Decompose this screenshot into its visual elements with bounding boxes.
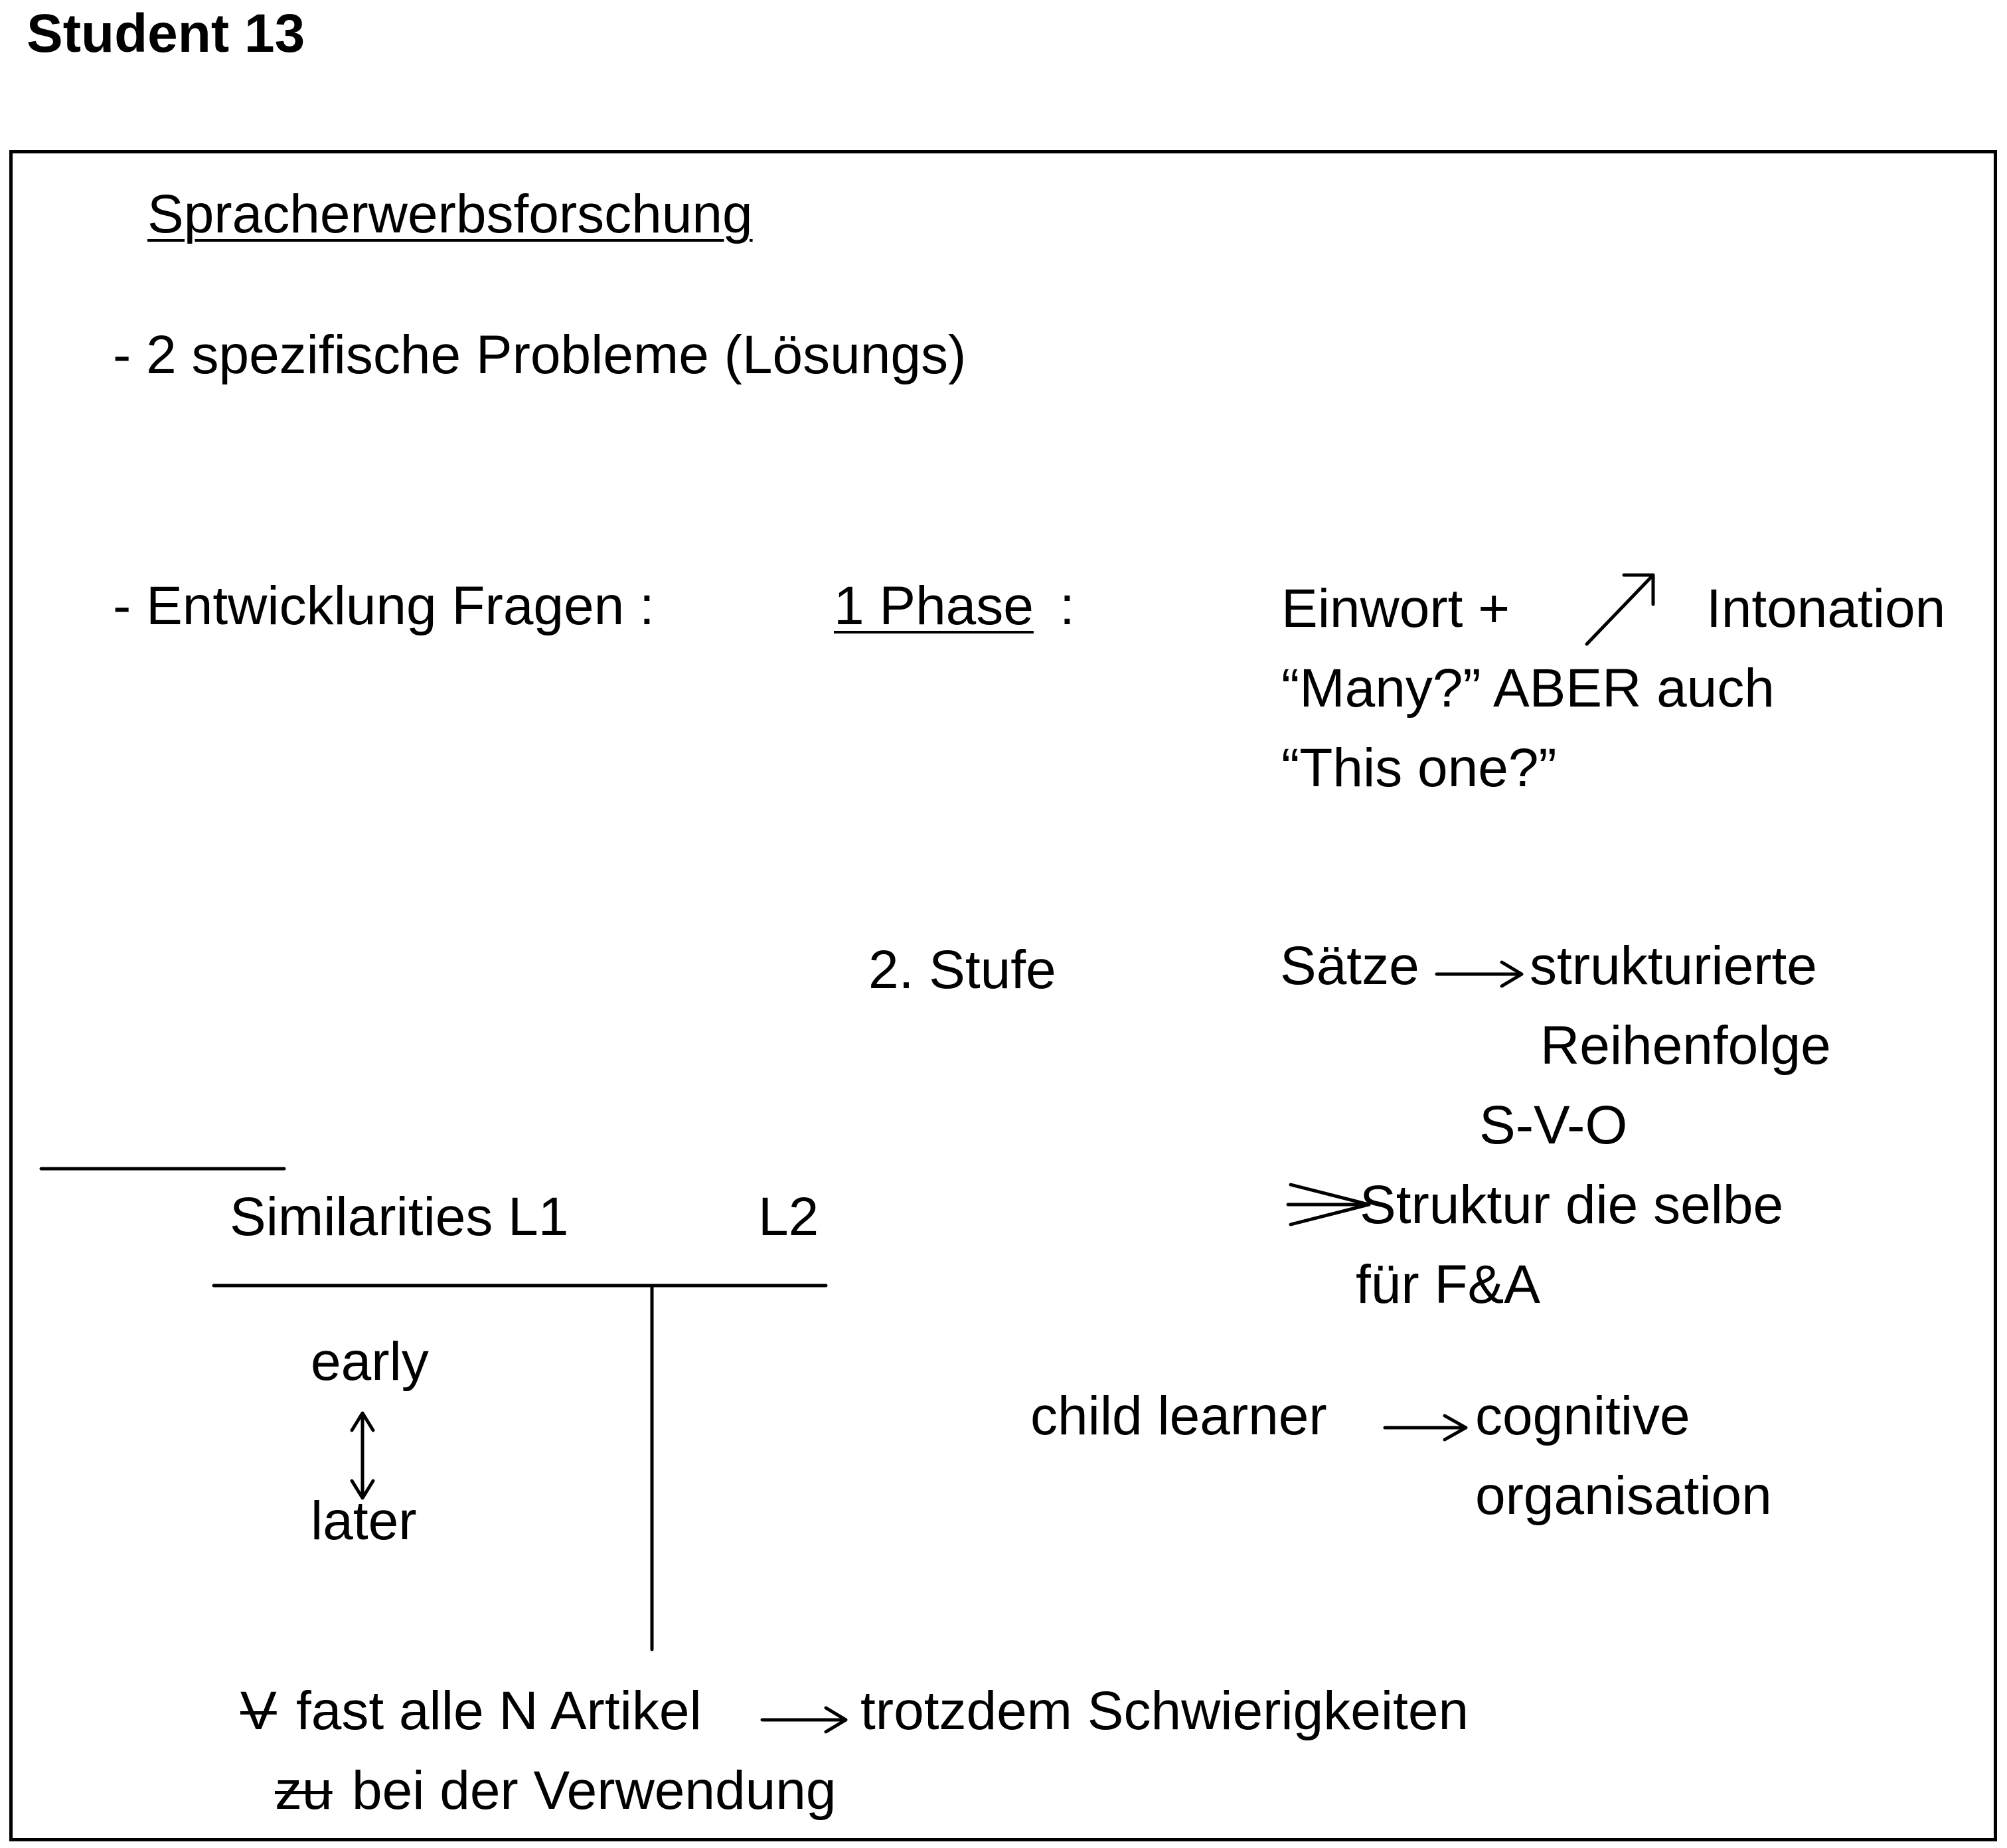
stage2-fa: für F&A bbox=[1356, 1254, 1540, 1315]
organisation: organisation bbox=[1475, 1466, 1772, 1526]
bottom-line2: bei der Verwendung bbox=[352, 1760, 837, 1821]
phase1-example-this-one: “This one?” bbox=[1281, 738, 1557, 798]
document-title: Student 13 bbox=[27, 3, 305, 64]
phase1-label: 1 Phase bbox=[834, 576, 1034, 636]
phase1-colon: : bbox=[1060, 576, 1075, 636]
phase1-intonation: Intonation bbox=[1706, 578, 1946, 639]
right-arrow-icon bbox=[762, 1708, 846, 1732]
stage2-saetze: Sätze bbox=[1280, 936, 1419, 996]
stage2-strukturierte: strukturierte bbox=[1530, 936, 1817, 996]
l2-header: L2 bbox=[758, 1187, 819, 1247]
stage2-svo: S-V-O bbox=[1479, 1095, 1628, 1155]
questions-development-label: - Entwicklung Fragen : bbox=[113, 576, 655, 636]
rising-intonation-arrow-icon bbox=[1587, 575, 1653, 644]
cognitive: cognitive bbox=[1475, 1386, 1690, 1446]
implies-arrow-icon bbox=[1288, 1185, 1369, 1224]
stage2-struktur: Struktur die selbe bbox=[1360, 1175, 1784, 1235]
right-arrow-icon bbox=[1437, 962, 1522, 986]
phase1-example-many: “Many?” ABER auch bbox=[1281, 658, 1775, 718]
stage2-label: 2. Stufe bbox=[868, 940, 1056, 1000]
bottom-line1: fast alle N Artikel bbox=[296, 1681, 702, 1741]
child-learner: child learner bbox=[1030, 1386, 1327, 1446]
double-arrow-icon bbox=[352, 1413, 373, 1498]
early-label: early bbox=[311, 1331, 429, 1392]
struck-zu: zu bbox=[275, 1760, 333, 1821]
bottom-trotzdem: trotzdem Schwierigkeiten bbox=[860, 1681, 1469, 1741]
later-label: later bbox=[311, 1491, 417, 1551]
notes-heading: Spracherwerbsforschung bbox=[147, 184, 753, 244]
problems-line: - 2 spezifische Probleme (Lösungs) bbox=[113, 325, 967, 385]
right-arrow-icon bbox=[1385, 1416, 1466, 1440]
phase1-einwort: Einwort + bbox=[1281, 578, 1510, 639]
stage2-reihenfolge: Reihenfolge bbox=[1540, 1015, 1831, 1076]
struck-v: V bbox=[240, 1681, 277, 1741]
similarities-l1-header: Similarities L1 bbox=[230, 1187, 569, 1247]
